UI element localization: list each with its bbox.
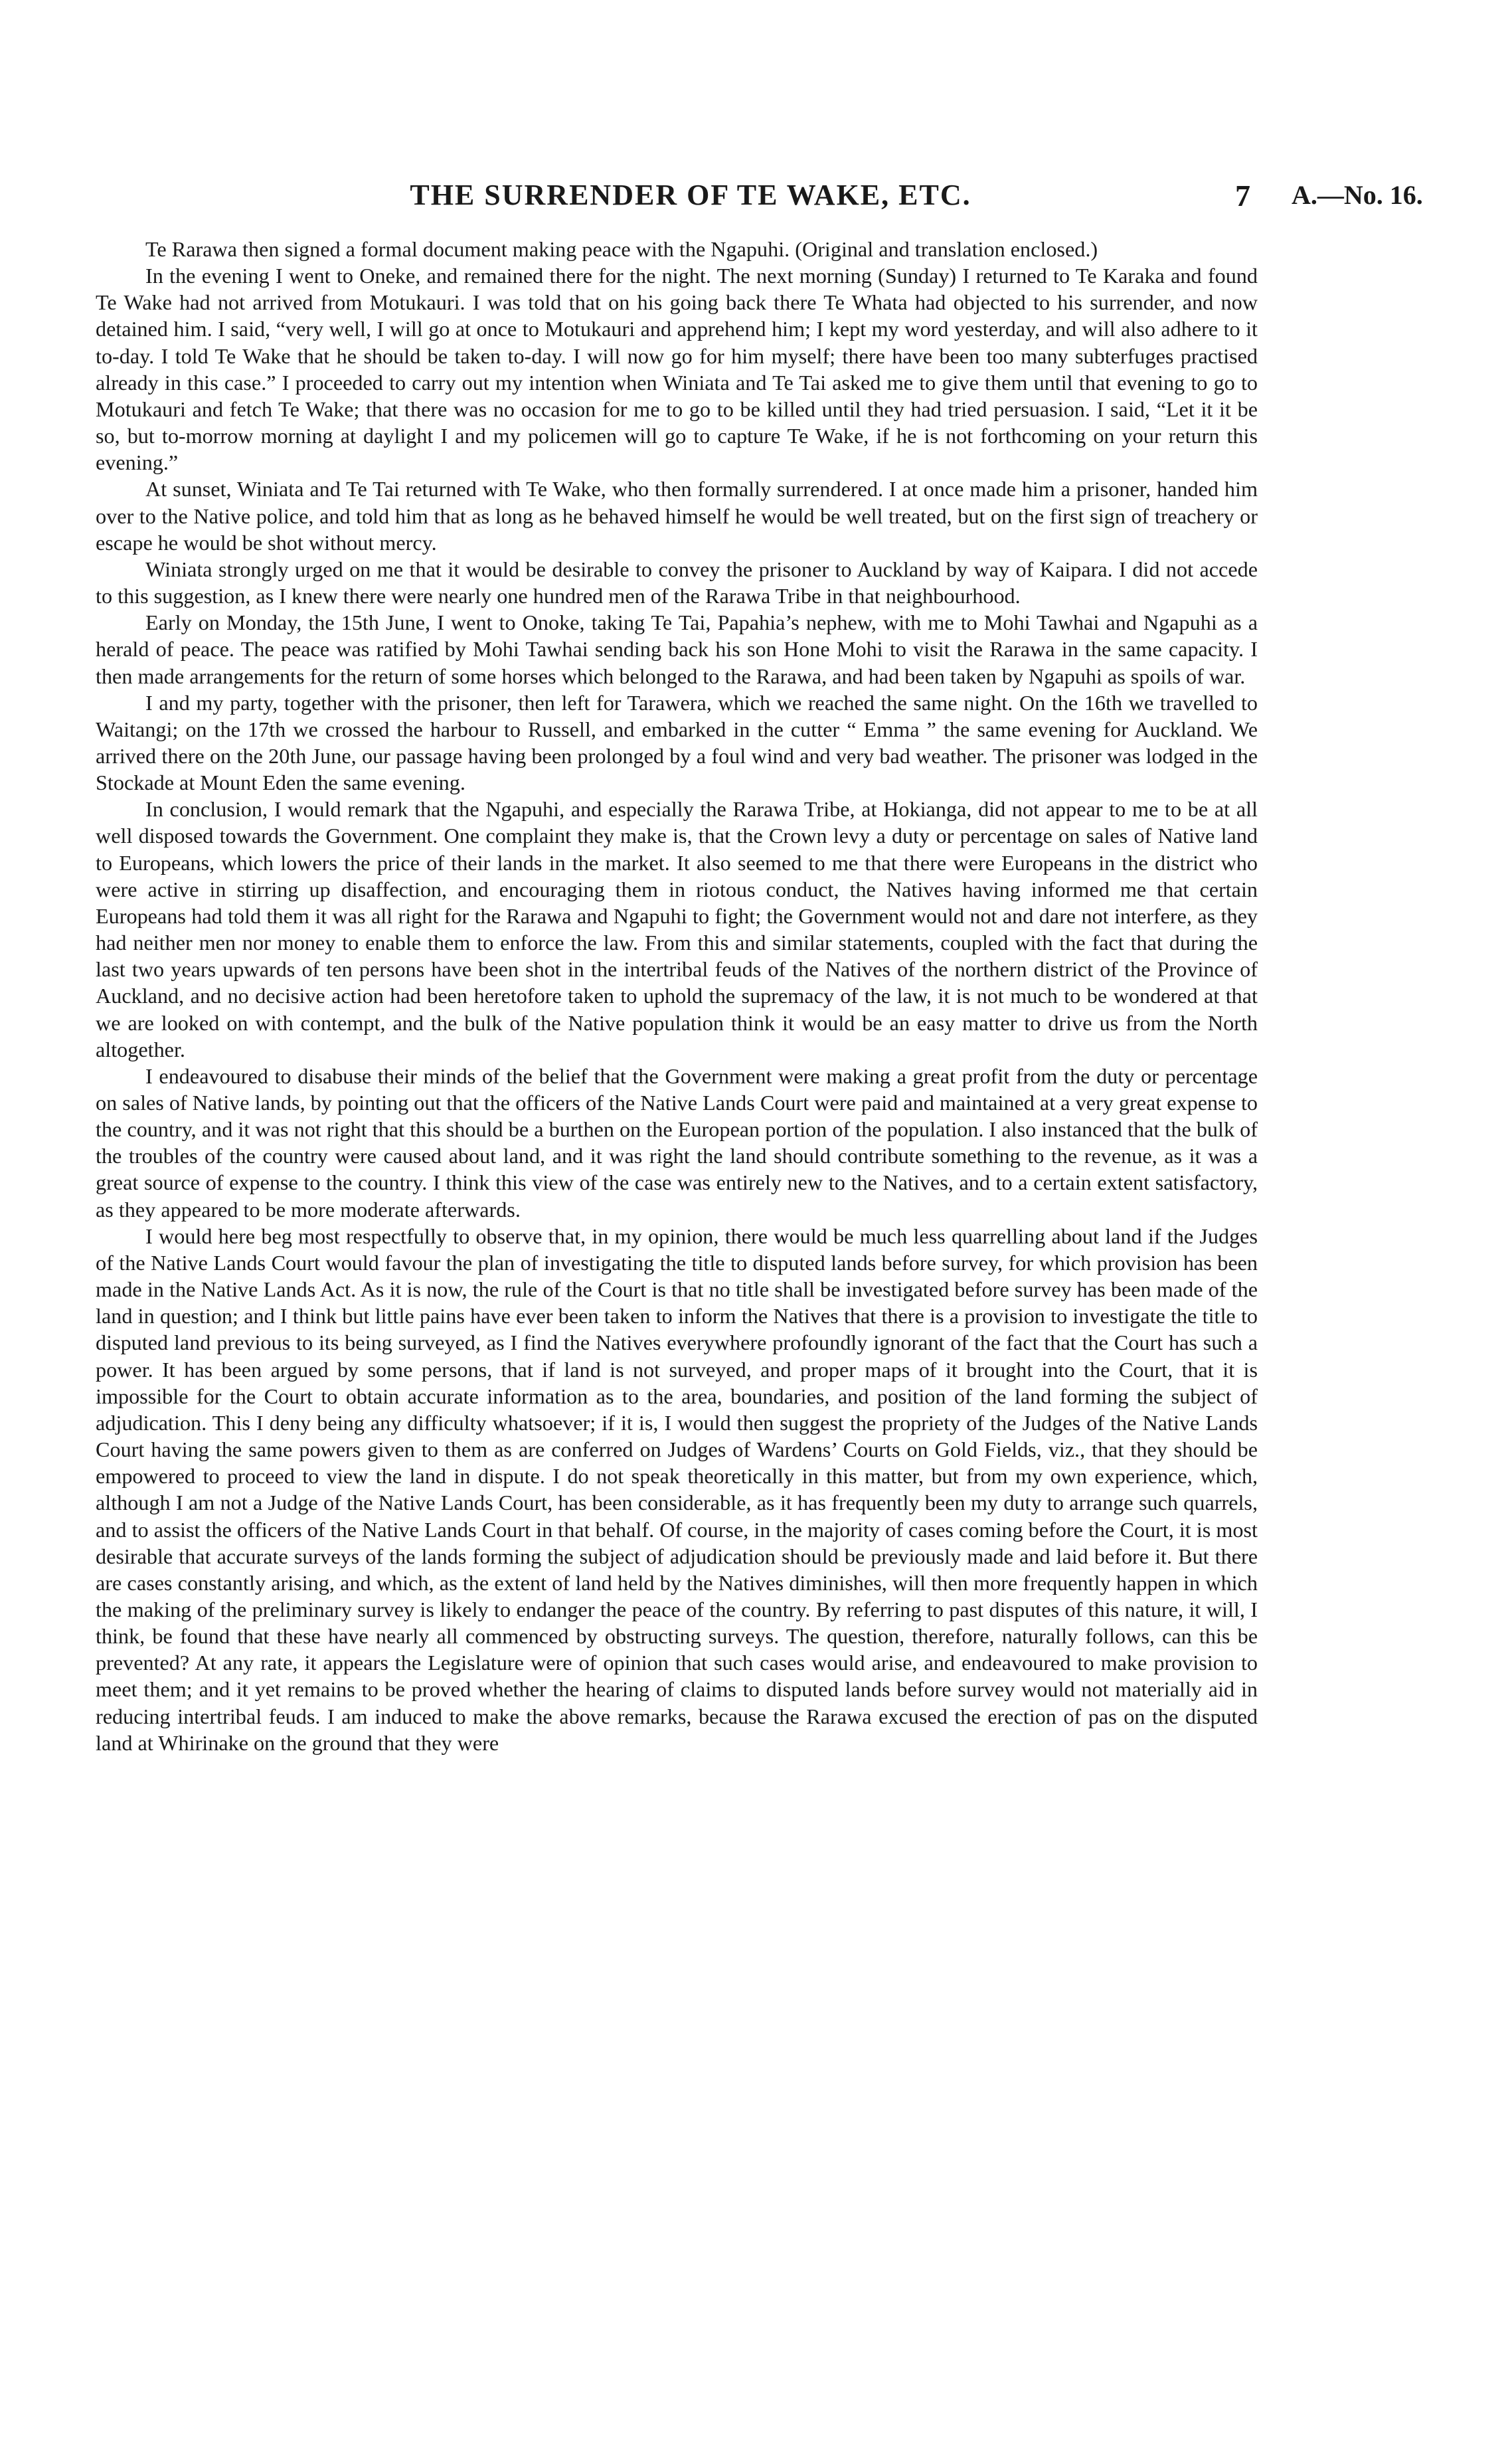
paragraph: I and my party, together with the prisoner, then left for Tarawera, which we reached the same night. On the 16th we travelled to Waitangi; on the 17th we crossed the harbour to Russell, and embarked in the cutter “ Emma ” the same evening for Auckland. We arrived there on the 20th June, our passage having been prolonged by a foul wind and very bad weather. The prisoner was lodged in the Stockade at Mount Eden the same evening. xyxy=(96,690,1258,795)
page-header xyxy=(0,178,1512,218)
paragraph: I endeavoured to disabuse their minds of the belief that the Government were making a great profit from the duty or percentage on sales of Native lands, by pointing out that the officers of the Native Lands Court were paid and maintained at a very great expense to the country, and it was not right that this should be a burthen on the European portion of the population. I also instanced that the bulk of the troubles of the country were caused about land, and it was right the land should contribute something to the revenue, as it was a great source of expense to the country. I think this view of the case was entirely new to the Natives, and to a certain extent satisfactory, as they appeared to be more moderate afterwards. xyxy=(96,1063,1258,1222)
paper-reference: A.—No. 16. xyxy=(1292,180,1423,210)
paragraph: I would here beg most respectfully to observe that, in my opinion, there would be much less quarrelling about land if the Judges of the Native Lands Court would favour the plan of investigating the title to disputed lands before survey, for which provision has been made in the Native Lands Act. As it is now, the rule of the Court is that no title shall be investigated before survey has been made of the land in question; and I think but little pains have ever been taken to inform the Natives that there is a provision to investigate the title to disputed land previous to its being surveyed, as I find the Natives everywhere profoundly ignorant of the fact that the Court has such a power. It has been argued by some persons, that if land is not surveyed, and proper maps of it brought into the Court, that it is impossible for the Court to obtain accurate information as to the area, boundaries, and position of the land forming the subject of adjudication. This I deny being any difficulty whatsoever; if it is, I would then suggest the propriety of the Judges of the Native Lands Court having the same powers given to them as are conferred on Judges of Wardens’ Courts on Gold Fields, viz., that they should be empowered to proceed to view the land in dispute. I do not speak theoretically in this matter, but from my own experience, which, although I am not a Judge of the Native Lands Court, has been considerable, as it has frequently been my duty to arrange such quarrels, and to assist the officers of the Native Lands Court in that behalf. Of course, in the majority of cases coming before the Court, it is most desirable that accurate surveys of the lands forming the subject of adjudication should be previously made and laid before it. But there are cases constantly arising, and which, as the extent of land held by the Natives diminishes, will then more frequently happen in which the making of the preliminary survey is likely to endanger the peace of the country. By referring to past disputes of this nature, it will, I think, be found that these have nearly all commenced by obstructing surveys. The question, therefore, naturally follows, can this be prevented? At any rate, it appears the Legislature were of opinion that such cases would arise, and endeavoured to make provision to meet them; and it yet remains to be proved whether the hearing of claims to disputed lands before survey would not materially aid in reducing intertribal feuds. I am induced to make the above remarks, because the Rarawa excused the erection of pas on the disputed land at Whirinake on the ground that they were xyxy=(96,1224,1258,1755)
page-number: 7 xyxy=(1235,179,1250,213)
paragraph: At sunset, Winiata and Te Tai returned with Te Wake, who then formally surrendered. I at once made him a prisoner, handed him over to the Native police, and told him that as long as he behaved himself he would be well treated, but on the first sign of treachery or escape he would be shot without mercy. xyxy=(96,477,1258,555)
paragraph: Early on Monday, the 15th June, I went to Onoke, taking Te Tai, Papahia’s nephew, with me to Mohi Tawhai and Ngapuhi as a herald of peace. The peace was ratified by Mohi Tawhai sending back his son Hone Mohi to visit the Rarawa in the same capacity. I then made arrangements for the return of some horses which belonged to the Rarawa, and had been taken by Ngapuhi as spoils of war. xyxy=(96,610,1258,688)
paragraph: In conclusion, I would remark that the Ngapuhi, and especially the Rarawa Tribe, at Hokianga, did not appear to me to be at all well disposed towards the Government. One complaint they make is, that the Crown levy a duty or percentage on sales of Native land to Europeans, which lowers the price of their lands in the market. It also seemed to me that there were Europeans in the district who were active in stirring up disaffection, and encouraging them in riotous conduct, the Natives having informed me that certain Europeans had told them it was all right for the Rarawa and Ngapuhi to fight; the Government would not and dare not interfere, as they had neither men nor money to enable them to enforce the law. From this and similar statements, coupled with the fact that during the last two years upwards of ten persons have been shot in the intertribal feuds of the Natives of the northern district of the Province of Auckland, and no decisive action had been heretofore taken to uphold the supremacy of the law, it is not much to be wondered at that we are looked on with contempt, and the bulk of the Native population think it would be an easy matter to drive us from the North altogether. xyxy=(96,797,1258,1061)
body-text xyxy=(96,236,1258,1756)
paragraph: In the evening I went to Oneke, and remained there for the night. The next morning (Sunday) I returned to Te Karaka and found Te Wake had not arrived from Motukauri. I was told that on his going back there Te Whata had objected to his surrender, and now detained him. I said, “very well, I will go at once to Motukauri and apprehend him; I kept my word yesterday, and will also adhere to it to-day. I told Te Wake that he should be taken to-day. I will now go for him myself; there have been too many subterfuges practised already in this case.” I proceeded to carry out my intention when Winiata and Te Tai asked me to give them until that evening to go to Motukauri and fetch Te Wake; that there was no occasion for me to go to be killed until they had tried persuasion. I said, “Let it it be so, but to-morrow morning at daylight I and my policemen will go to capture Te Wake, if he is not forthcoming on your return this evening.” xyxy=(96,264,1258,475)
running-title: THE SURRENDER OF TE WAKE, ETC. xyxy=(410,179,971,211)
paragraph: Winiata strongly urged on me that it would be desirable to convey the prisoner to Auckland by way of Kaipara. I did not accede to this suggestion, as I knew there were nearly one hundred men of the Rarawa Tribe in that neighbourhood. xyxy=(96,557,1258,608)
paragraph: Te Rarawa then signed a formal document making peace with the Ngapuhi. (Original and translation enclosed.) xyxy=(145,237,1098,261)
